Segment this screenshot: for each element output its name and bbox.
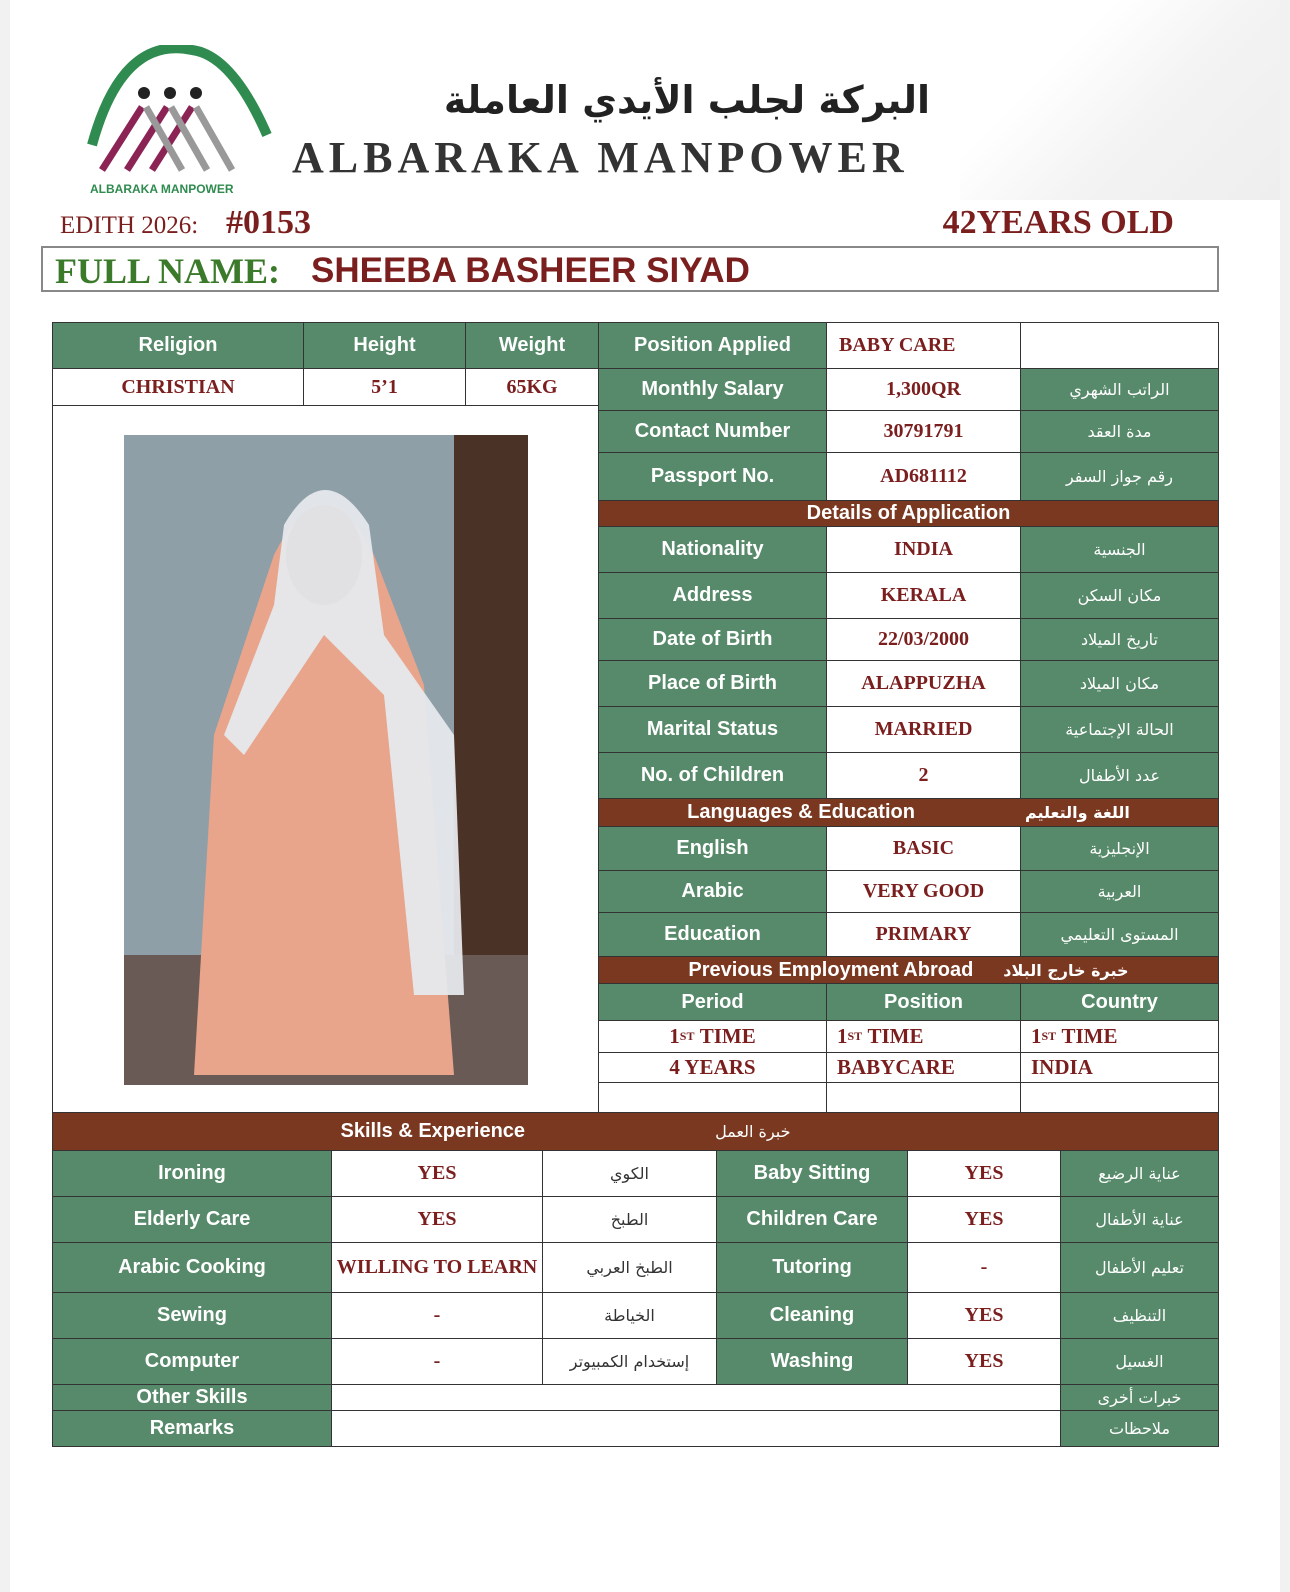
photo-cell xyxy=(52,405,599,1113)
skill-label: Ironing xyxy=(52,1150,332,1197)
arabic-company-name: البركة لجلب الأيدي العاملة xyxy=(443,78,930,122)
employment-header: Period xyxy=(598,983,827,1021)
field-label-arabic: مكان السكن xyxy=(1020,572,1219,619)
company-name: ALBARAKA MANPOWER xyxy=(292,133,909,182)
other-value xyxy=(331,1384,1061,1411)
employment-header: Country xyxy=(1020,983,1219,1021)
field-value: ALAPPUZHA xyxy=(826,660,1021,707)
skill-label: Children Care xyxy=(716,1196,908,1243)
edition-label: EDITH 2026: xyxy=(60,212,199,239)
field-label: Position Applied xyxy=(598,322,827,369)
field-label-arabic: مدة العقد xyxy=(1020,410,1219,453)
skill-label: Computer xyxy=(52,1338,332,1385)
skill-value: - xyxy=(331,1338,543,1385)
field-label: Monthly Salary xyxy=(598,368,827,411)
reference-number: #0153 xyxy=(226,204,311,241)
remarks-label: Remarks xyxy=(52,1410,332,1447)
field-label: Place of Birth xyxy=(598,660,827,707)
field-value: KERALA xyxy=(826,572,1021,619)
employment-cell: 1 ST TIME xyxy=(598,1020,827,1053)
field-label: Date of Birth xyxy=(598,618,827,661)
employment-header: Position xyxy=(826,983,1021,1021)
field-label-arabic: المستوى التعليمي xyxy=(1020,912,1219,957)
employment-cell: 4 YEARS xyxy=(598,1052,827,1083)
languages-title-arabic: اللغة والتعليم xyxy=(1024,803,1130,822)
svg-text:ALBARAKA MANPOWER: ALBARAKA MANPOWER xyxy=(90,182,234,195)
field-label-arabic: الإنجليزية xyxy=(1020,826,1219,871)
field-label-arabic: الجنسية xyxy=(1020,526,1219,573)
section-languages-title xyxy=(598,798,1219,827)
field-value: PRIMARY xyxy=(826,912,1021,957)
field-label: Address xyxy=(598,572,827,619)
field-label-arabic: مكان الميلاد xyxy=(1020,660,1219,707)
employment-cell xyxy=(598,1082,827,1113)
field-label: Arabic xyxy=(598,870,827,913)
header-weight: Weight xyxy=(465,322,599,369)
skill-label: Tutoring xyxy=(716,1242,908,1293)
field-label: Education xyxy=(598,912,827,957)
skill-label: Washing xyxy=(716,1338,908,1385)
value-height: 5’1 xyxy=(303,368,466,406)
skill-value: WILLING TO LEARN xyxy=(331,1242,543,1293)
section-skills-title xyxy=(52,1112,1219,1151)
skill-value: - xyxy=(331,1292,543,1339)
skill-label-arabic: عناية الأطفال xyxy=(1060,1196,1219,1243)
skills-title: Skills & Experience xyxy=(340,1120,526,1142)
skills-title-arabic: خبرة العمل xyxy=(715,1122,791,1141)
page-edge xyxy=(1280,0,1290,1592)
applicant-photo xyxy=(124,435,528,1085)
skill-value: - xyxy=(907,1242,1061,1293)
field-label-arabic: رقم جواز السفر xyxy=(1020,452,1219,501)
field-value: 30791791 xyxy=(826,410,1021,453)
field-label: English xyxy=(598,826,827,871)
skill-label-arabic: الغسيل xyxy=(1060,1338,1219,1385)
skill-value: YES xyxy=(907,1196,1061,1243)
employment-cell xyxy=(826,1082,1021,1113)
employment-cell: INDIA xyxy=(1020,1052,1219,1083)
other-label: Other Skills xyxy=(52,1384,332,1411)
employment-cell: BABYCARE xyxy=(826,1052,1021,1083)
languages-title: Languages & Education xyxy=(687,801,915,823)
skill-value: YES xyxy=(331,1150,543,1197)
skill-label: Sewing xyxy=(52,1292,332,1339)
skill-label-arabic: التنظيف xyxy=(1060,1292,1219,1339)
remarks-label-arabic: ملاحظات xyxy=(1060,1410,1219,1447)
field-value: AD681112 xyxy=(826,452,1021,501)
field-value: BABY CARE xyxy=(826,322,1021,369)
skill-label: Cleaning xyxy=(716,1292,908,1339)
skill-label-arabic: تعليم الأطفال xyxy=(1060,1242,1219,1293)
empty-cell xyxy=(1020,322,1219,369)
value-religion: CHRISTIAN xyxy=(52,368,304,406)
section-details-title: Details of Application xyxy=(598,500,1219,527)
field-value: INDIA xyxy=(826,526,1021,573)
field-value: 2 xyxy=(826,752,1021,799)
skill-value: YES xyxy=(907,1338,1061,1385)
field-value: 1,300QR xyxy=(826,368,1021,411)
watermark xyxy=(960,0,1280,200)
full-name-box xyxy=(41,246,1219,292)
full-name-label: FULL NAME: xyxy=(55,251,280,291)
field-label: Marital Status xyxy=(598,706,827,753)
field-label: No. of Children xyxy=(598,752,827,799)
employment-cell: 1 ST TIME xyxy=(1020,1020,1219,1053)
field-value: 22/03/2000 xyxy=(826,618,1021,661)
skill-label-arabic: الكوي xyxy=(542,1150,717,1197)
albaraka-logo xyxy=(82,45,272,195)
field-label: Passport No. xyxy=(598,452,827,501)
remarks-value xyxy=(331,1410,1061,1447)
age: 42YEARS OLD xyxy=(942,204,1174,241)
skill-value: YES xyxy=(907,1292,1061,1339)
skill-label-arabic: الطبخ xyxy=(542,1196,717,1243)
header-height: Height xyxy=(303,322,466,369)
skill-label-arabic: الطبخ العربي xyxy=(542,1242,717,1293)
field-label: Nationality xyxy=(598,526,827,573)
page-edge xyxy=(0,0,10,1592)
field-label-arabic: عدد الأطفال xyxy=(1020,752,1219,799)
skill-value: YES xyxy=(331,1196,543,1243)
skill-label: Baby Sitting xyxy=(716,1150,908,1197)
field-value: MARRIED xyxy=(826,706,1021,753)
skill-label-arabic: عناية الرضيع xyxy=(1060,1150,1219,1197)
field-label: Contact Number xyxy=(598,410,827,453)
field-label-arabic: الحالة الإجتماعية xyxy=(1020,706,1219,753)
skill-value: YES xyxy=(907,1150,1061,1197)
section-employment-title xyxy=(598,956,1219,984)
field-value: BASIC xyxy=(826,826,1021,871)
full-name: SHEEBA BASHEER SIYAD xyxy=(311,251,750,290)
skill-label-arabic: إستخدام الكمبيوتر xyxy=(542,1338,717,1385)
header-religion: Religion xyxy=(52,322,304,369)
other-label-arabic: خبرات أخرى xyxy=(1060,1384,1219,1411)
skill-label-arabic: الخياطة xyxy=(542,1292,717,1339)
field-value: VERY GOOD xyxy=(826,870,1021,913)
field-label-arabic: العربية xyxy=(1020,870,1219,913)
skill-label: Arabic Cooking xyxy=(52,1242,332,1293)
employment-title-arabic: خبرة خارج البلاد xyxy=(1003,960,1129,980)
field-label-arabic: الراتب الشهري xyxy=(1020,368,1219,411)
employment-cell xyxy=(1020,1082,1219,1113)
field-label-arabic: تاريخ الميلاد xyxy=(1020,618,1219,661)
skill-label: Elderly Care xyxy=(52,1196,332,1243)
employment-cell: 1 ST TIME xyxy=(826,1020,1021,1053)
employment-title: Previous Employment Abroad xyxy=(688,958,974,981)
value-weight: 65KG xyxy=(465,368,599,406)
